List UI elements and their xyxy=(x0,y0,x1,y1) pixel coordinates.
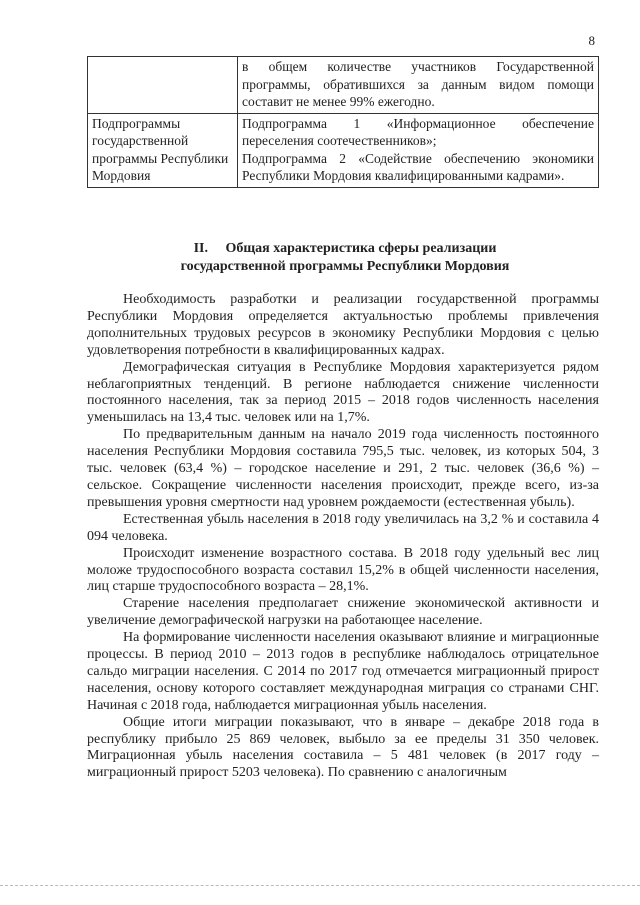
section-heading xyxy=(150,240,540,276)
program-passport-table xyxy=(87,56,599,188)
table-cell-value xyxy=(238,113,599,187)
table-row xyxy=(88,113,599,187)
table-cell-value xyxy=(238,57,599,114)
section-heading-line-2: государственной программы Республики Мордовия xyxy=(180,259,510,274)
table-row xyxy=(88,57,599,114)
section-heading-line-1: II. Общая характеристика сферы реализации xyxy=(193,241,497,256)
table-cell-label xyxy=(88,57,238,114)
paragraph: По предварительным данным на начало 2019 года численность постоянного населения Республики Мордовия составила 795,5 тыс. человек, из которых 504, 3 тыс. человек (63,4 %) – городское население и 291, 2 тыс. человек (36,6 %) – сельское. Сокращение численности населения происходит, прежде всего, из-за превышения уровня смертности над уровнем рождаемости (естественная убыль). xyxy=(87,427,599,510)
scan-edge-divider xyxy=(0,885,640,886)
paragraph: Необходимость разработки и реализации государственной программы Республики Мордовия определяется актуальностью проблемы привлечения дополнительных трудовых ресурсов в экономику Республики Мордовия с целью удовлетворения потребности в квалифицированных кадрах. xyxy=(87,292,599,358)
paragraph: Естественная убыль населения в 2018 году увеличилась на 3,2 % и составила 4 094 человека. xyxy=(87,511,599,544)
paragraph: Общие итоги миграции показывают, что в январе – декабре 2018 года в республику прибыло 25 869 человек, выбыло за ее пределы 31 350 человек. Миграционная убыль населения составила – 5 481 человек (в 2017 году – миграционный прирост 5203 человека). По сравнению с аналогичным xyxy=(87,714,599,781)
subprogram-1: Подпрограмма 1 «Информационное обеспечение переселения соотечественников»; xyxy=(242,115,594,148)
page-number: 8 xyxy=(588,33,595,48)
subprogram-2: Подпрограмма 2 «Содействие обеспечению экономики Республики Мордовия квалифицированными кадрами». xyxy=(242,150,594,183)
paragraph: Демографическая ситуация в Республике Мордовия характеризуется рядом неблагоприятных тенденций. В регионе наблюдается снижение численности постоянного населения, так за период 2015 – 2018 годов численность населения уменьшилась на 13,4 тыс. человек или на 1,7%. xyxy=(87,359,599,426)
table-cell-label: Подпрограммы государственной программы Республики Мордовия xyxy=(88,113,238,187)
table-cell-text: в общем количестве участников Государственной программы, обратившихся за данным видом помощи составит не менее 99% ежегодно. xyxy=(242,59,594,109)
paragraph: Старение населения предполагает снижение экономической активности и увеличение демографической нагрузки на работающее население. xyxy=(87,596,599,629)
paragraph: Происходит изменение возрастного состава. В 2018 году удельный вес лиц моложе трудоспособного возраста составил 15,2% в общей численности населения, лиц старше трудоспособного возраста – 28,1%. xyxy=(87,545,599,595)
section-body xyxy=(87,292,599,782)
paragraph: На формирование численности населения оказывают влияние и миграционные процессы. В период 2010 – 2013 годов в республике наблюдалось отрицательное сальдо миграции населения. С 2014 по 2017 год отмечается миграционный прирост населения, основу которого составляет международная миграция со странами СНГ. Начиная с 2018 года, наблюдается миграционная убыль населения. xyxy=(87,630,599,713)
